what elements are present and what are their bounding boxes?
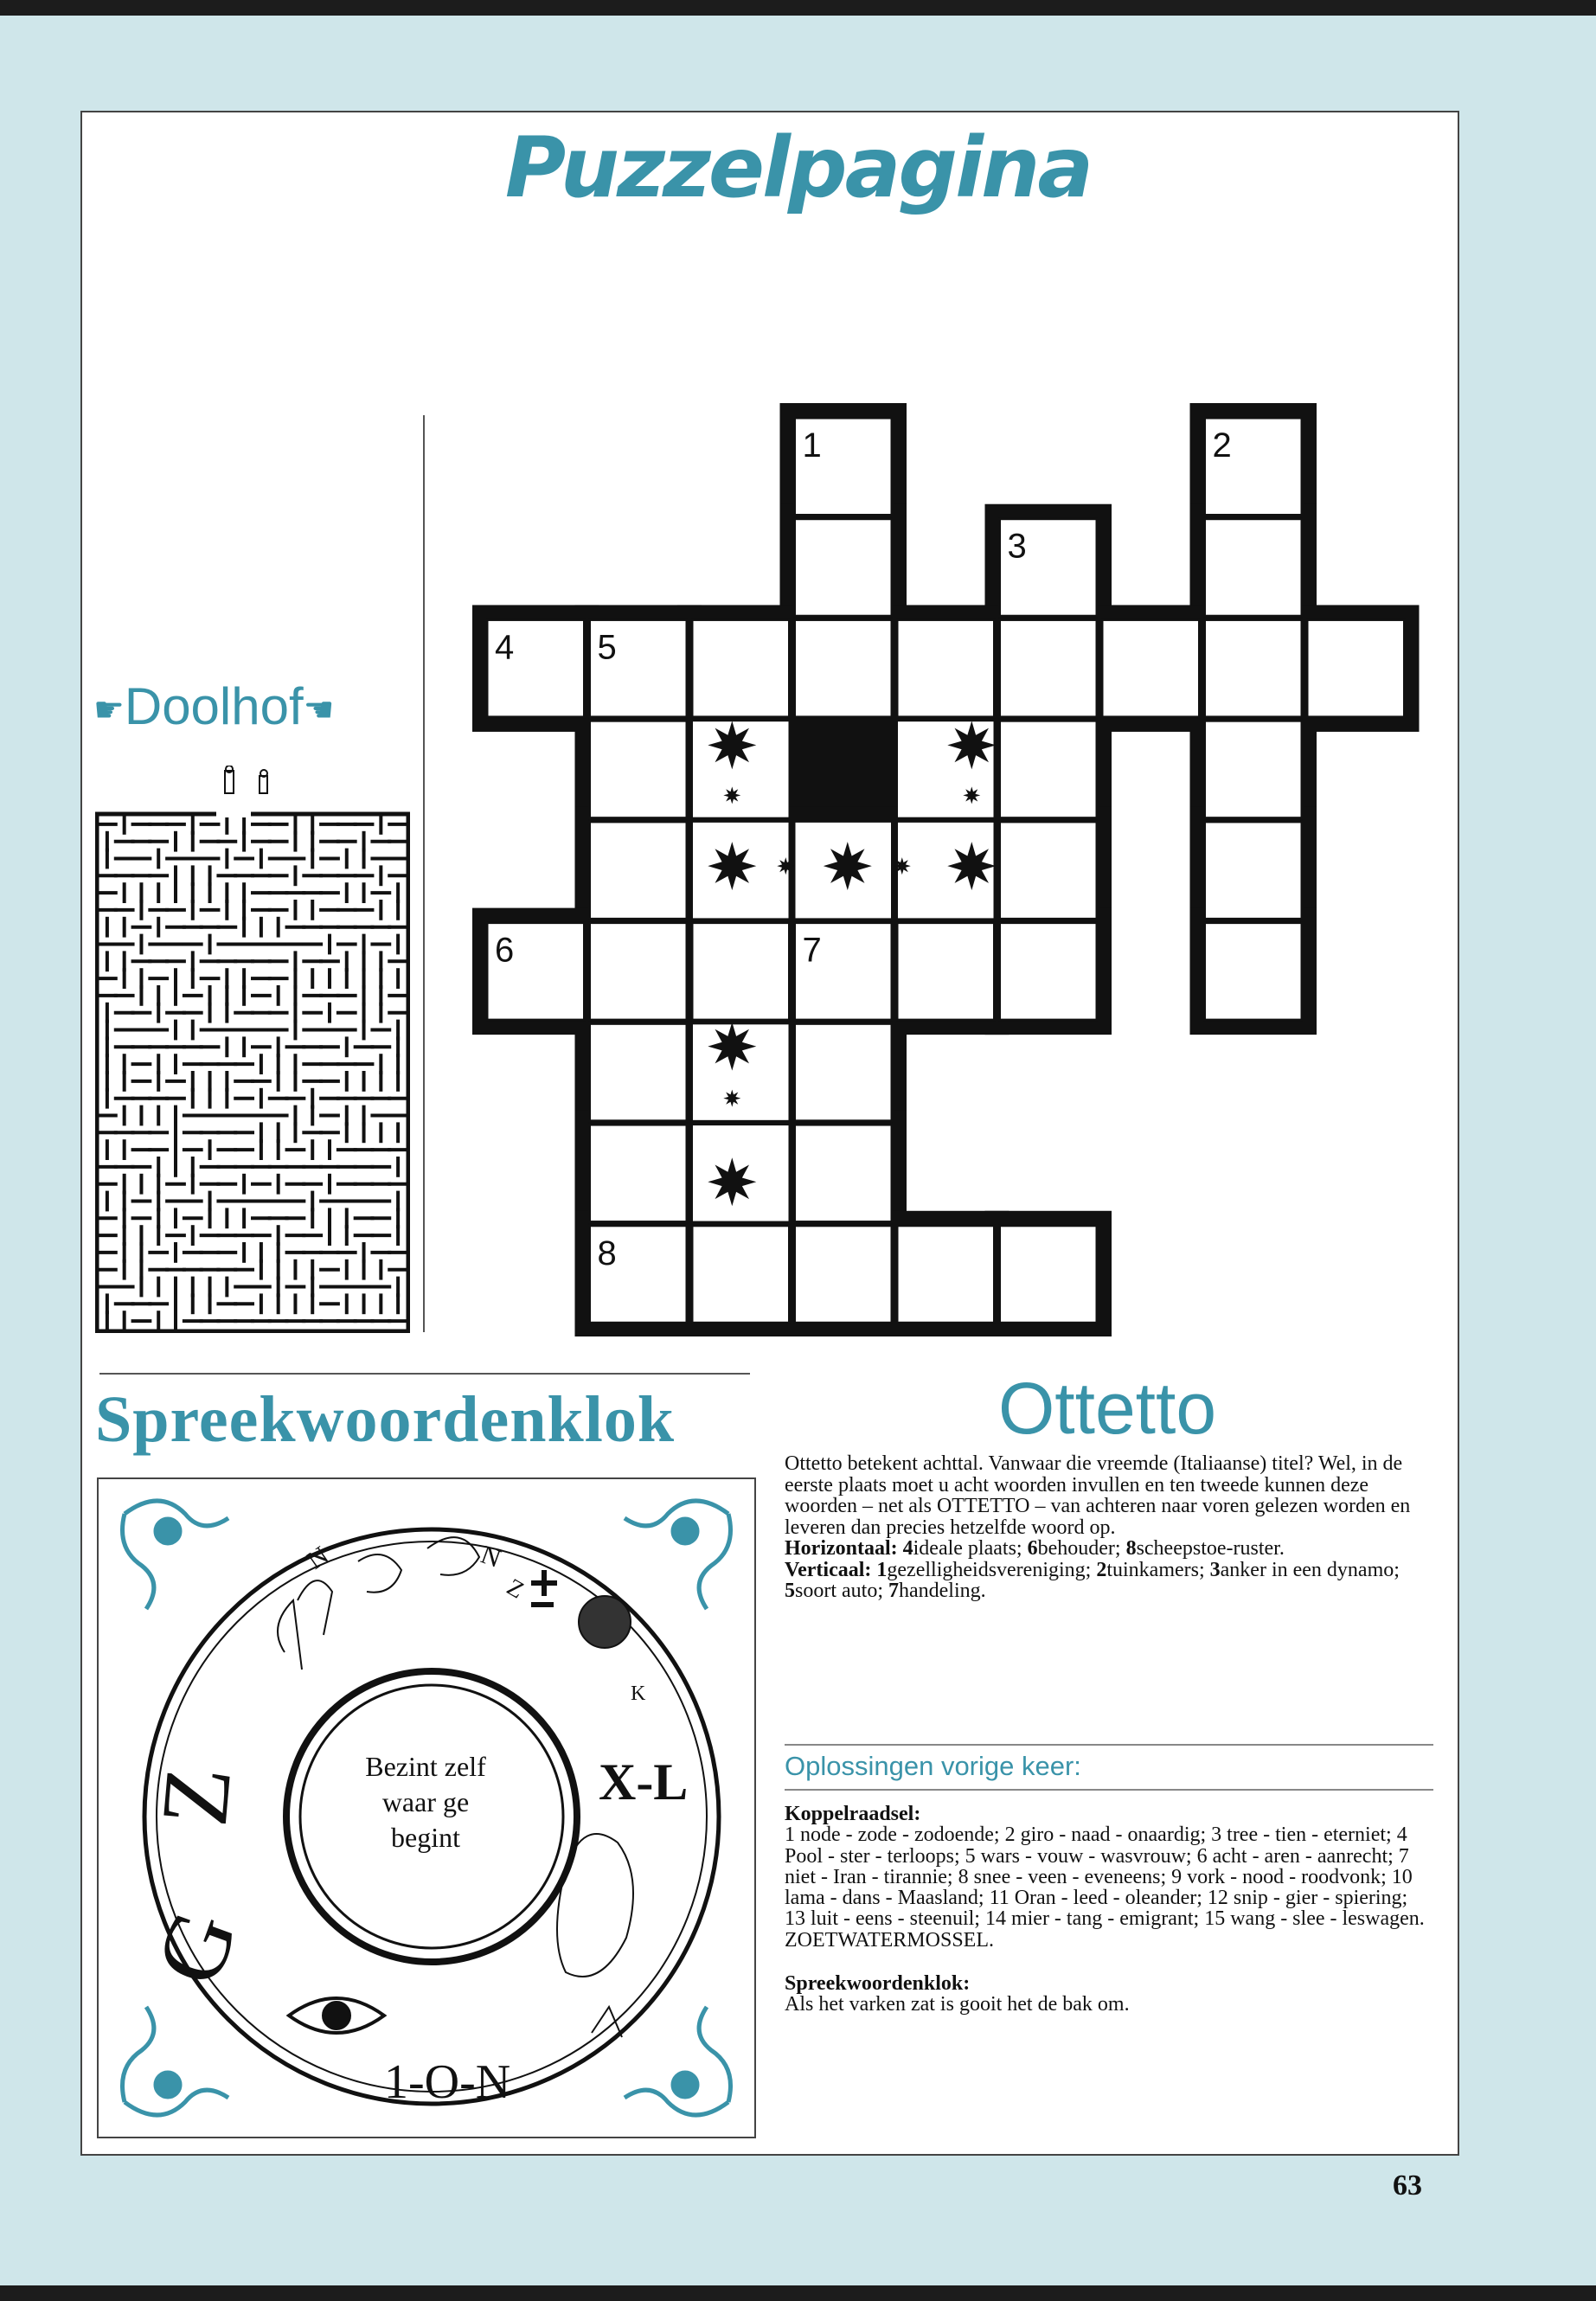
clue-v-1-num: 1: [876, 1558, 888, 1581]
spreekwoordenklok-puzzle: [97, 1477, 756, 2138]
top-edge: [0, 0, 1596, 16]
crossword-cell[interactable]: [692, 619, 790, 717]
pointing-hand-right-icon: ☛: [93, 691, 125, 730]
crossword-cell[interactable]: [897, 619, 995, 717]
crossword-cell[interactable]: [590, 923, 688, 1021]
crossword-cell[interactable]: [795, 619, 893, 717]
maze-figures-icon: [225, 766, 267, 793]
crossword-cell[interactable]: [1205, 721, 1303, 818]
crossword-cell[interactable]: [590, 1023, 688, 1121]
crossword-cell[interactable]: [692, 923, 790, 1021]
crossword-cell[interactable]: [590, 1125, 688, 1222]
ottetto-horizontaal: [785, 1538, 1433, 1560]
clue-h-8: scheepstoe-ruster.: [1136, 1537, 1285, 1560]
column-divider: [423, 415, 425, 1332]
clue-v-2: tuinkamers;: [1106, 1558, 1205, 1581]
clue-v-3-num: 3: [1209, 1558, 1221, 1581]
rebus-letter-z-large: Z: [140, 1762, 252, 1830]
crossword-cell[interactable]: [1000, 822, 1098, 920]
rebus-letter-z: Z: [502, 1574, 529, 1605]
clue-v-7-num: 7: [888, 1580, 899, 1602]
doolhof-title: [93, 676, 405, 736]
solutions-rule-bottom: [785, 1789, 1433, 1791]
rebus-letter-g: G: [134, 1897, 258, 1998]
crossword-cell[interactable]: [1205, 619, 1303, 717]
crossword-number: 5: [597, 628, 617, 667]
bottom-edge: [0, 2285, 1596, 2301]
crossword-cell[interactable]: [1102, 619, 1200, 717]
clue-h-6: behouder;: [1037, 1537, 1121, 1560]
crossword-number: 8: [597, 1234, 617, 1272]
maze: [95, 766, 410, 1333]
crossword-cell[interactable]: [1000, 721, 1098, 818]
koppelraadsel-label: Koppelraadsel:: [785, 1803, 921, 1825]
crossword-cell[interactable]: [795, 1125, 893, 1222]
rebus-1-o-n: 1-O-N: [384, 2055, 511, 2109]
crossword-cell[interactable]: [1205, 822, 1303, 920]
clue-v-7: handeling.: [899, 1580, 986, 1602]
crossword-number: 4: [495, 628, 515, 667]
crossword-cell[interactable]: [795, 1023, 893, 1121]
rebus-letter-k: K: [631, 1682, 646, 1705]
clue-h-8-num: 8: [1125, 1537, 1137, 1560]
spreekwoordenklok-title: Spreekwoordenklok: [95, 1383, 676, 1456]
clue-h-6-num: 6: [1027, 1537, 1038, 1560]
maze-entrance: [216, 811, 251, 817]
clock-center-line-3: begint: [391, 1822, 460, 1853]
pointing-hand-left-icon: ☚: [303, 691, 335, 730]
crossword-grid: [467, 398, 1440, 1336]
crossword-cell[interactable]: [1205, 923, 1303, 1021]
clue-v-3: anker in een dynamo;: [1220, 1558, 1400, 1581]
crossword-number: 6: [495, 931, 515, 970]
crossword-cell[interactable]: [692, 1226, 790, 1324]
verticaal-label: Verticaal:: [785, 1558, 872, 1581]
crossword-cell[interactable]: [795, 1226, 893, 1324]
spreekwoordenklok-solution-label: Spreekwoordenklok:: [785, 1972, 971, 1996]
clock-center-line-1: Bezint zelf: [365, 1751, 486, 1782]
clue-v-1: gezelligheidsvereniging;: [887, 1558, 1092, 1581]
rebus-x-l: X-L: [599, 1753, 689, 1811]
crossword-cell[interactable]: [590, 721, 688, 818]
crossword-number: 1: [802, 426, 822, 465]
crossword-cell[interactable]: [1000, 619, 1098, 717]
solutions-rule-top: [785, 1744, 1433, 1746]
ottetto-body: [785, 1453, 1433, 1602]
solutions-title: Oplossingen vorige keer:: [785, 1751, 1081, 1781]
crossword-cell[interactable]: [1205, 519, 1303, 617]
ball-of-yarn-icon: [579, 1596, 631, 1648]
solutions-body: [785, 1804, 1433, 2016]
clock-center-line-2: waar ge: [381, 1786, 470, 1817]
rebus-letter-n1: N: [302, 1541, 334, 1575]
clue-v-5-num: 5: [785, 1580, 795, 1602]
clue-h-4: ideale plaats;: [913, 1537, 1022, 1560]
crossword-number: 2: [1212, 426, 1232, 465]
crossword-number: 7: [802, 931, 822, 970]
crossword-cell[interactable]: [590, 822, 688, 920]
spreekwoordenklok-solution-text: Als het varken zat is gooit het de bak om.: [785, 1993, 1130, 2016]
crossword-cell[interactable]: [795, 519, 893, 617]
crossword-cell[interactable]: [1000, 923, 1098, 1021]
ottetto-title: Ottetto: [997, 1368, 1217, 1449]
crossword-cell[interactable]: [897, 1226, 995, 1324]
ottetto-intro: Ottetto betekent achttal. Vanwaar die vreemde (Italiaanse) titel? Wel, in de eerste plaats moet u acht woorden invullen en ten tweede kunnen deze woorden – net als OTTETTO – van achteren naar voren gelezen worden en leveren dan precies hetzelfde woord op.: [785, 1452, 1411, 1539]
horizontaal-label: Horizontaal:: [785, 1537, 898, 1560]
clue-v-5: soort auto;: [795, 1580, 883, 1602]
clue-h-4-num: 4: [902, 1537, 913, 1560]
clock-center-text: [292, 1749, 560, 1856]
clue-v-2-num: 2: [1096, 1558, 1107, 1581]
rebus-letter-n2: N: [477, 1540, 505, 1574]
page-title: Puzzelpagina: [504, 119, 1092, 216]
section-rule: [99, 1373, 750, 1375]
ottetto-verticaal: [785, 1560, 1433, 1602]
crossword-cell[interactable]: [897, 923, 995, 1021]
koppelraadsel-answer: ZOETWATERMOSSEL.: [785, 1928, 994, 1952]
crossword-cell[interactable]: [1307, 619, 1405, 717]
doolhof-title-text: Doolhof: [124, 677, 304, 735]
koppelraadsel-text: 1 node - zode - zodoende; 2 giro - naad - onaardig; 3 tree - tien - eterniet; 4 Pool - ster - terloops; 5 wars - vouw - wasvrouw; 6 acht - aren - aanrecht; 7 niet - Iran - tirannie; 8 snee - veen - eveneens; 9 vork - nood - roodvonk; 10 lama - dans - Maasland; 11 Oran - leed - oleander; 12 snip - gier - spiering; 13 luit - eens - steenuil; 14 mier - tang - emigrant; 15 wang - slee - leswagen.: [785, 1823, 1425, 1931]
crossword-cell[interactable]: [1000, 1226, 1098, 1324]
crossword-number: 3: [1007, 527, 1027, 566]
page-number: 63: [1393, 2170, 1422, 2202]
